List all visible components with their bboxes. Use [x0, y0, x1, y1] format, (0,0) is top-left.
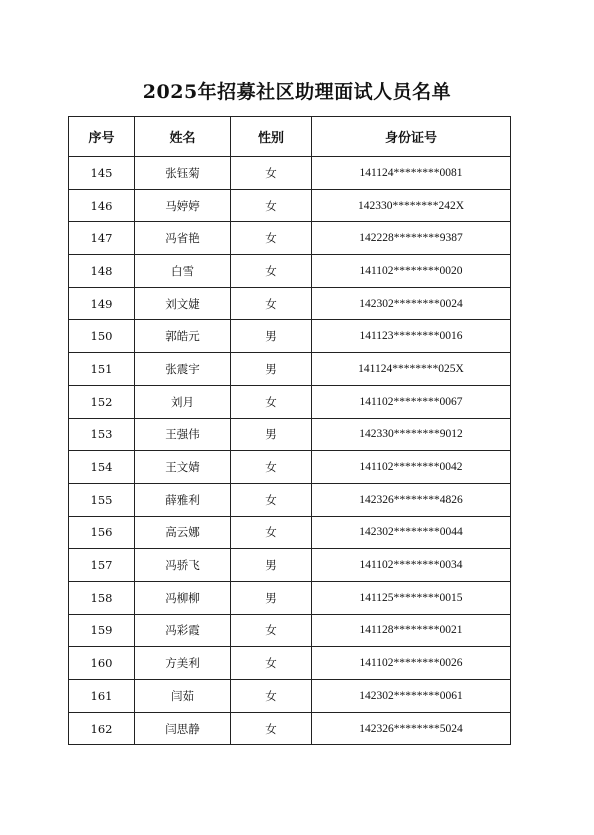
id-number-cell: 141124********0081 [312, 157, 511, 190]
table-row [69, 418, 511, 451]
name-cell: 薛雅利 [135, 483, 231, 516]
header-gender: 性别 [231, 117, 312, 157]
gender-cell: 女 [231, 189, 312, 222]
id-number-cell: 142302********0044 [312, 516, 511, 549]
serial-number-cell: 149 [69, 287, 135, 320]
gender-cell: 男 [231, 353, 312, 386]
table-row [69, 712, 511, 745]
gender-cell: 女 [231, 516, 312, 549]
serial-number-cell: 150 [69, 320, 135, 353]
name-cell: 马婷婷 [135, 189, 231, 222]
id-number-cell: 141102********0042 [312, 451, 511, 484]
name-cell: 冯骄飞 [135, 549, 231, 582]
name-cell: 方美利 [135, 647, 231, 680]
table-row [69, 157, 511, 190]
serial-number-cell: 148 [69, 255, 135, 288]
table-row [69, 353, 511, 386]
id-number-cell: 142326********5024 [312, 712, 511, 745]
name-cell: 冯省艳 [135, 222, 231, 255]
name-cell: 闫思静 [135, 712, 231, 745]
table-row [69, 287, 511, 320]
gender-cell: 女 [231, 451, 312, 484]
name-cell: 张震宇 [135, 353, 231, 386]
serial-number-cell: 161 [69, 680, 135, 713]
serial-number-cell: 145 [69, 157, 135, 190]
serial-number-cell: 154 [69, 451, 135, 484]
gender-cell: 女 [231, 647, 312, 680]
table-row [69, 385, 511, 418]
id-number-cell: 142302********0061 [312, 680, 511, 713]
id-number-cell: 141128********0021 [312, 614, 511, 647]
header-row [69, 117, 511, 157]
table-row [69, 189, 511, 222]
gender-cell: 女 [231, 614, 312, 647]
table-row [69, 647, 511, 680]
table-row [69, 614, 511, 647]
name-cell: 冯彩霞 [135, 614, 231, 647]
gender-cell: 女 [231, 157, 312, 190]
id-number-cell: 142228********9387 [312, 222, 511, 255]
roster-table [68, 116, 511, 745]
name-cell: 白雪 [135, 255, 231, 288]
gender-cell: 女 [231, 712, 312, 745]
serial-number-cell: 146 [69, 189, 135, 222]
roster-body [69, 157, 511, 745]
name-cell: 王强伟 [135, 418, 231, 451]
name-cell: 张钰菊 [135, 157, 231, 190]
table-row [69, 222, 511, 255]
serial-number-cell: 159 [69, 614, 135, 647]
gender-cell: 女 [231, 287, 312, 320]
table-row [69, 581, 511, 614]
table-row [69, 483, 511, 516]
id-number-cell: 142330********9012 [312, 418, 511, 451]
serial-number-cell: 147 [69, 222, 135, 255]
serial-number-cell: 152 [69, 385, 135, 418]
name-cell: 闫茹 [135, 680, 231, 713]
table-row [69, 516, 511, 549]
serial-number-cell: 157 [69, 549, 135, 582]
gender-cell: 女 [231, 680, 312, 713]
serial-number-cell: 156 [69, 516, 135, 549]
name-cell: 刘月 [135, 385, 231, 418]
gender-cell: 男 [231, 320, 312, 353]
serial-number-cell: 162 [69, 712, 135, 745]
header-name: 姓名 [135, 117, 231, 157]
id-number-cell: 142326********4826 [312, 483, 511, 516]
serial-number-cell: 153 [69, 418, 135, 451]
table-row [69, 320, 511, 353]
id-number-cell: 141124********025X [312, 353, 511, 386]
serial-number-cell: 160 [69, 647, 135, 680]
serial-number-cell: 155 [69, 483, 135, 516]
gender-cell: 女 [231, 255, 312, 288]
header-id-number: 身份证号 [312, 117, 511, 157]
gender-cell: 男 [231, 549, 312, 582]
name-cell: 冯柳柳 [135, 581, 231, 614]
serial-number-cell: 158 [69, 581, 135, 614]
name-cell: 王文婧 [135, 451, 231, 484]
table-row [69, 451, 511, 484]
gender-cell: 男 [231, 418, 312, 451]
gender-cell: 女 [231, 483, 312, 516]
name-cell: 高云娜 [135, 516, 231, 549]
page-title: 2025年招募社区助理面试人员名单 [142, 81, 452, 103]
id-number-cell: 142302********0024 [312, 287, 511, 320]
id-number-cell: 141102********0020 [312, 255, 511, 288]
id-number-cell: 141125********0015 [312, 581, 511, 614]
id-number-cell: 141123********0016 [312, 320, 511, 353]
name-cell: 刘文婕 [135, 287, 231, 320]
table-row [69, 549, 511, 582]
id-number-cell: 141102********0067 [312, 385, 511, 418]
id-number-cell: 141102********0034 [312, 549, 511, 582]
table-row [69, 255, 511, 288]
gender-cell: 女 [231, 385, 312, 418]
serial-number-cell: 151 [69, 353, 135, 386]
id-number-cell: 141102********0026 [312, 647, 511, 680]
gender-cell: 女 [231, 222, 312, 255]
header-serial-number: 序号 [69, 117, 135, 157]
gender-cell: 男 [231, 581, 312, 614]
table-row [69, 680, 511, 713]
name-cell: 郭皓元 [135, 320, 231, 353]
id-number-cell: 142330********242X [312, 189, 511, 222]
